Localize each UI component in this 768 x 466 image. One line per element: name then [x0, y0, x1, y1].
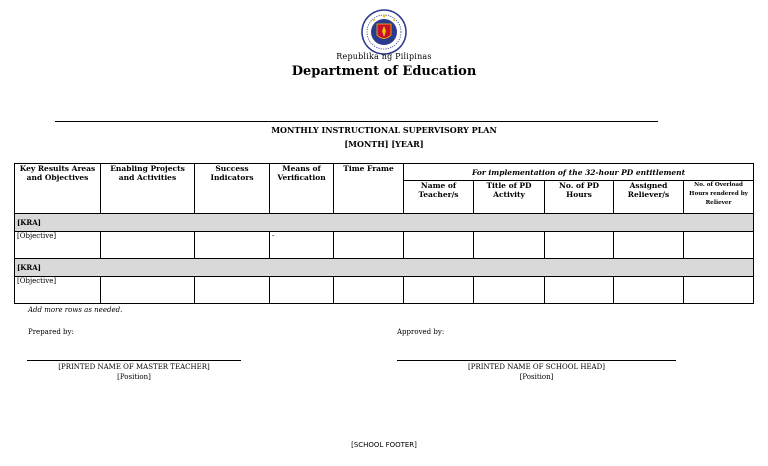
master-teacher-position[interactable]: [Position] [117, 373, 151, 381]
enabling-cell[interactable] [101, 232, 195, 259]
header-pd-title: Title of PD Activity [474, 181, 545, 214]
teacher-cell[interactable] [404, 277, 474, 304]
objective-row [15, 232, 754, 259]
objective-row [15, 277, 754, 304]
header-pd-group: For implementation of the 32-hour PD entitlement [404, 164, 754, 181]
header-teacher: Name of Teacher/s [404, 181, 474, 214]
timeframe-cell[interactable] [334, 277, 404, 304]
header-enabling: Enabling Projects and Activities [101, 164, 195, 214]
republic-label: Republika ng Pilipinas [336, 52, 432, 61]
kra-row [15, 214, 754, 232]
master-teacher-name[interactable]: [PRINTED NAME OF MASTER TEACHER] [58, 363, 210, 371]
objective-cell[interactable]: [Objective] [15, 277, 101, 304]
means-cell[interactable]: - [270, 232, 334, 259]
signature-line-right [397, 360, 676, 361]
plan-subtitle: [MONTH] [YEAR] [344, 139, 424, 149]
header-overload: No. of Overload Hours rendered by Reliever [684, 181, 754, 214]
success-cell[interactable] [195, 232, 270, 259]
header-means: Means of Verification [270, 164, 334, 214]
pd-hours-cell[interactable] [545, 232, 614, 259]
supervisory-plan-table [14, 163, 754, 304]
header-reliever: Assigned Reliever/s [614, 181, 684, 214]
deped-seal-icon [361, 9, 407, 55]
timeframe-cell[interactable] [334, 232, 404, 259]
reliever-cell[interactable] [614, 232, 684, 259]
signature-line-left [27, 360, 241, 361]
school-head-name[interactable]: [PRINTED NAME OF SCHOOL HEAD] [468, 363, 605, 371]
department-name: Department of Education [291, 64, 477, 79]
header-kra: Key Results Areas and Objectives [15, 164, 101, 214]
school-footer: [SCHOOL FOOTER] [351, 441, 417, 449]
school-head-signature [397, 362, 676, 382]
means-cell[interactable] [270, 277, 334, 304]
header-pd-hours: No. of PD Hours [545, 181, 614, 214]
pd-title-cell[interactable] [474, 277, 545, 304]
pd-hours-cell[interactable] [545, 277, 614, 304]
enabling-cell[interactable] [101, 277, 195, 304]
header-success: Success Indicators [195, 164, 270, 214]
header-divider [55, 121, 658, 122]
school-head-position[interactable]: [Position] [519, 373, 554, 381]
teacher-cell[interactable] [404, 232, 474, 259]
kra-cell[interactable]: [KRA] [15, 259, 754, 277]
success-cell[interactable] [195, 277, 270, 304]
overload-cell[interactable] [684, 277, 754, 304]
objective-cell[interactable]: [Objective] [15, 232, 101, 259]
plan-title: MONTHLY INSTRUCTIONAL SUPERVISORY PLAN [271, 125, 497, 135]
kra-row [15, 259, 754, 277]
pd-title-cell[interactable] [474, 232, 545, 259]
kra-cell[interactable]: [KRA] [15, 214, 754, 232]
overload-cell[interactable] [684, 232, 754, 259]
approved-by-label: Approved by: [397, 328, 445, 336]
header-timeframe: Time Frame [334, 164, 404, 214]
prepared-by-label: Prepared by: [28, 328, 74, 336]
add-rows-note: Add more rows as needed. [28, 306, 123, 314]
master-teacher-signature [27, 362, 241, 382]
reliever-cell[interactable] [614, 277, 684, 304]
